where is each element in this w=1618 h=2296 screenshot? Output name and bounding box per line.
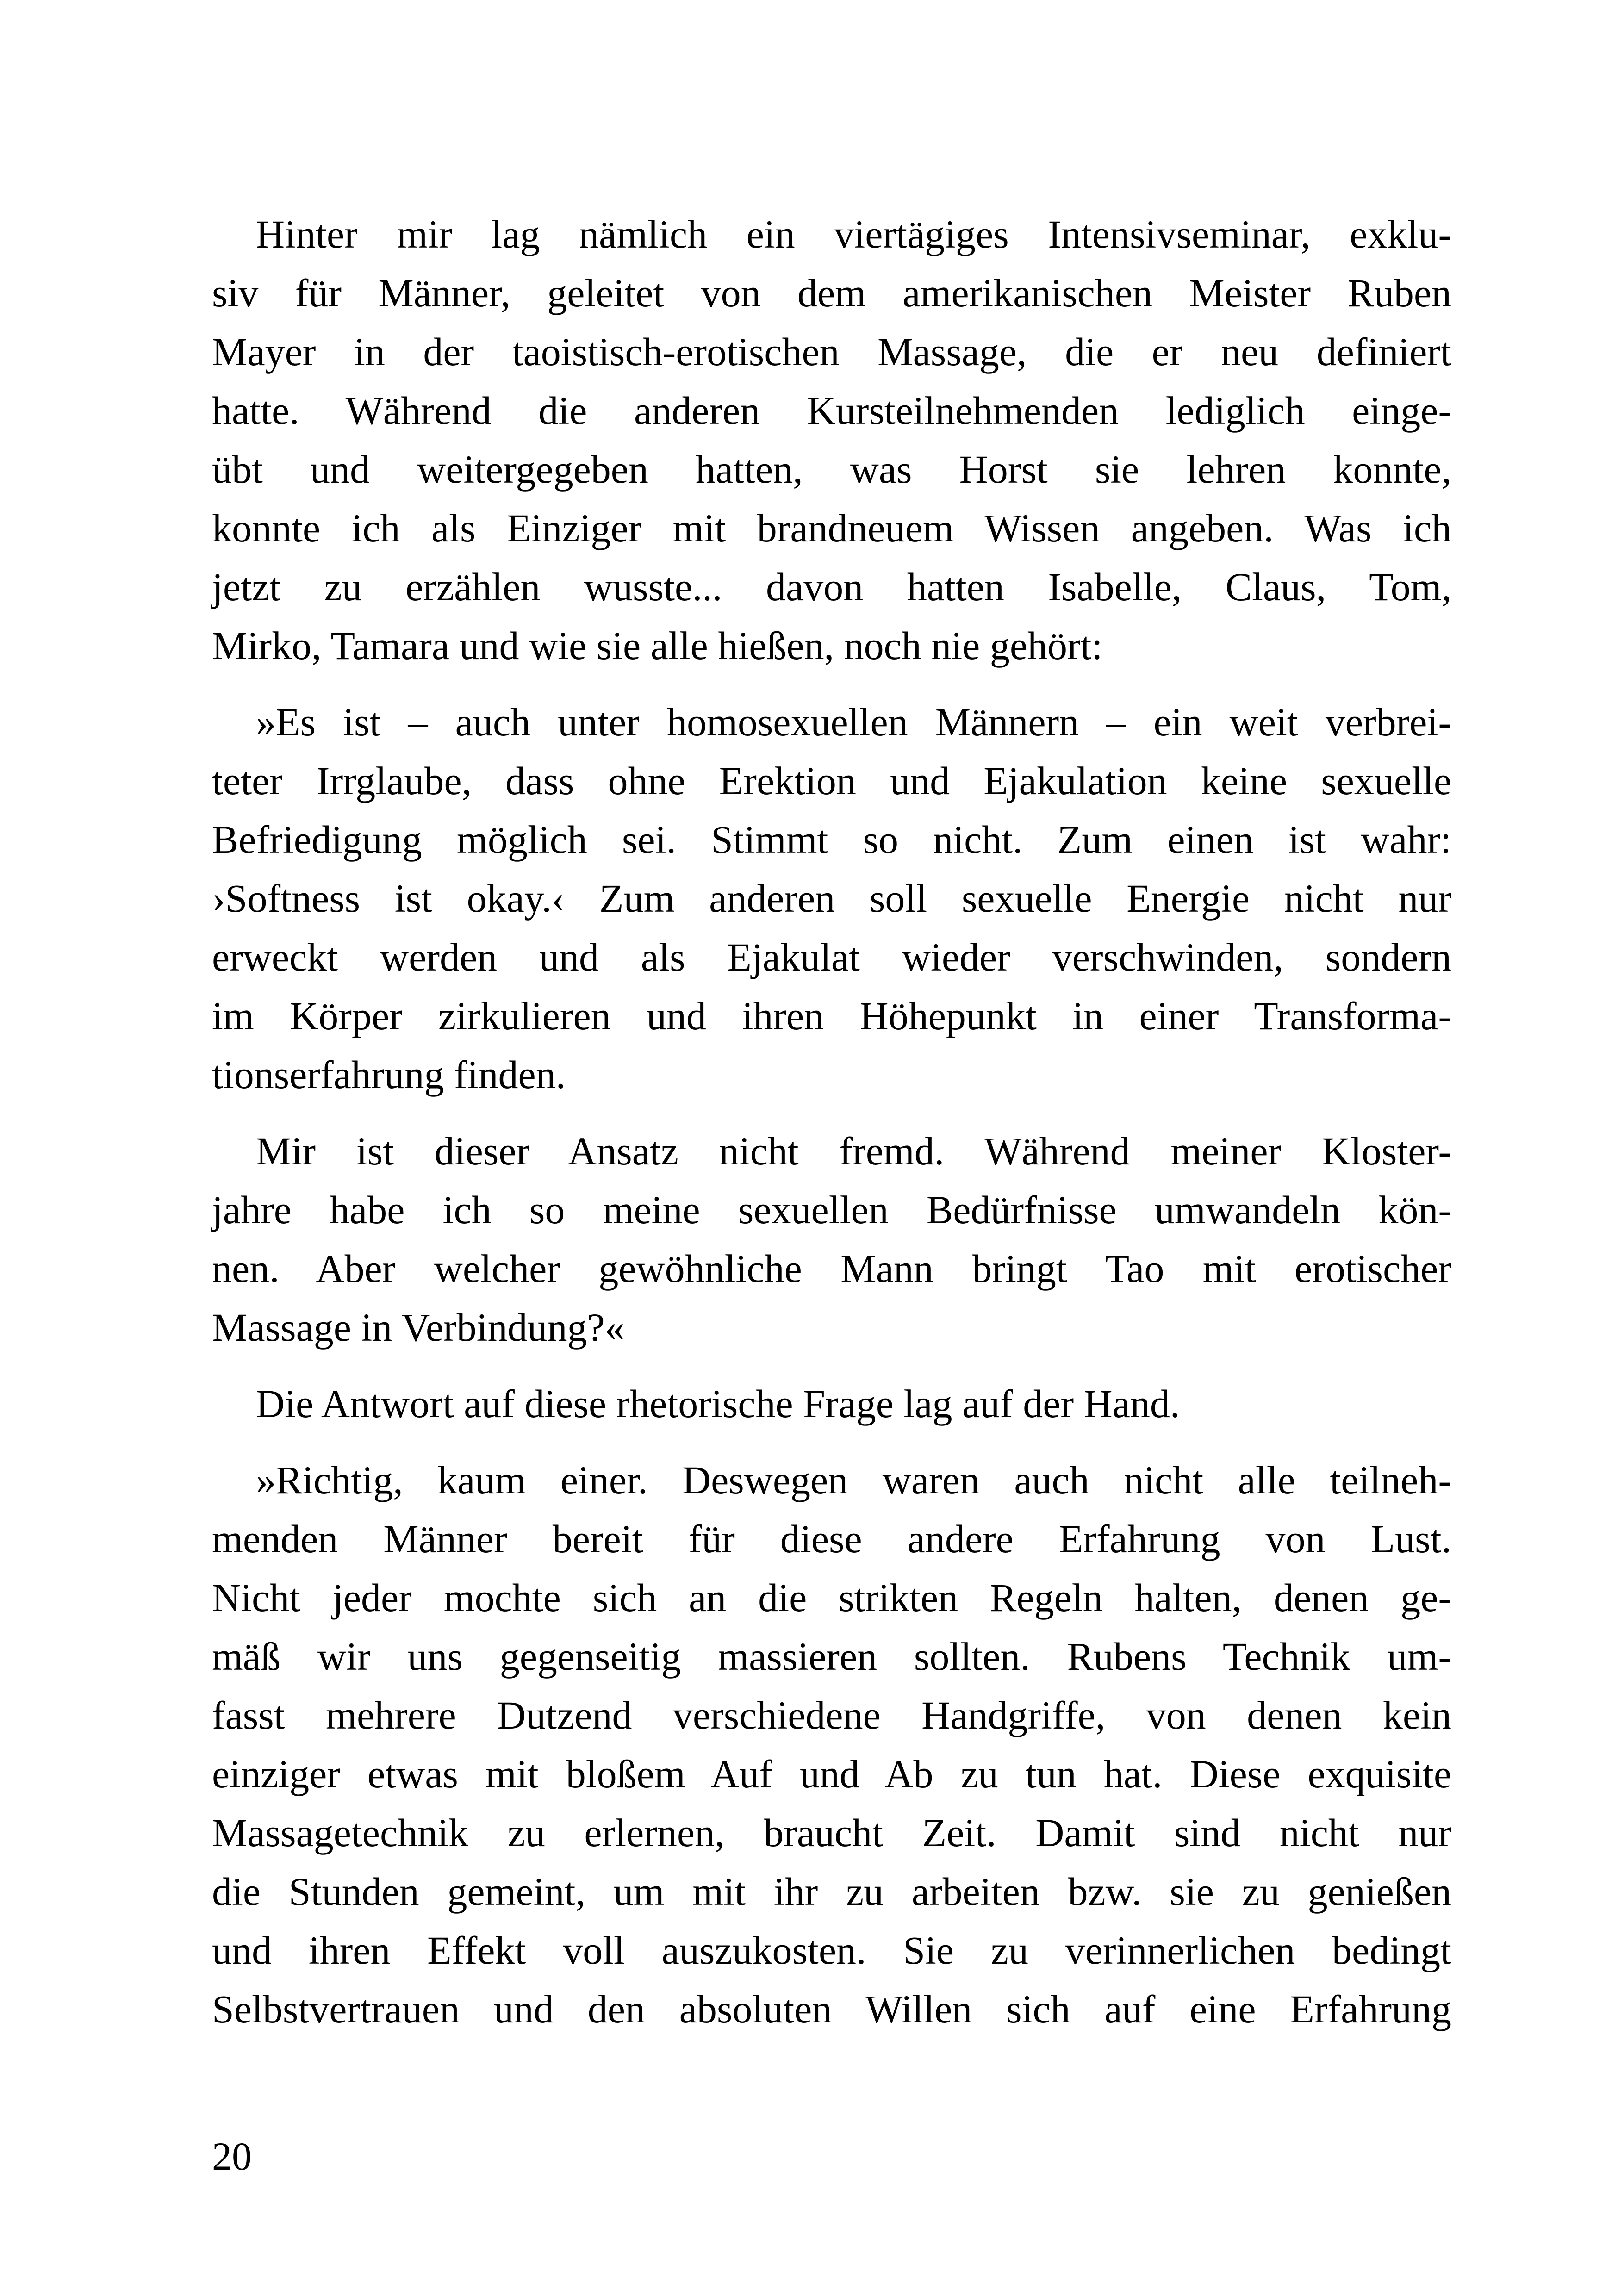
text-line: siv für Männer, geleitet von dem amerikanischen Meister Ruben <box>212 271 1451 315</box>
text-line: hatte. Während die anderen Kursteilnehmenden lediglich einge- <box>212 388 1451 433</box>
text-line: im Körper zirkulieren und ihren Höhepunkt in einer Transforma- <box>212 994 1451 1038</box>
text-line: ›Softness ist okay.‹ Zum anderen soll sexuelle Energie nicht nur <box>212 876 1451 921</box>
text-line: fasst mehrere Dutzend verschiedene Handgriffe, von denen kein <box>212 1693 1451 1737</box>
text-block <box>212 205 1451 2039</box>
paragraph <box>212 1451 1451 2039</box>
text-line: nen. Aber welcher gewöhnliche Mann bringt Tao mit erotischer <box>212 1246 1451 1291</box>
text-line: Mayer in der taoistisch-erotischen Massage, die er neu definiert <box>212 330 1451 374</box>
text-line: übt und weitergegeben hatten, was Horst sie lehren konnte, <box>212 447 1451 492</box>
text-line: Mir ist dieser Ansatz nicht fremd. Während meiner Kloster- <box>256 1129 1451 1173</box>
text-line: »Richtig, kaum einer. Deswegen waren auch nicht alle teilneh- <box>256 1458 1451 1502</box>
page-number: 20 <box>212 2134 252 2178</box>
text-line: Nicht jeder mochte sich an die strikten Regeln halten, denen ge- <box>212 1575 1451 1620</box>
paragraph <box>212 693 1451 1104</box>
text-line: tionserfahrung finden. <box>212 1052 566 1097</box>
text-line: Hinter mir lag nämlich ein viertägiges Intensivseminar, exklu- <box>256 212 1451 256</box>
text-line: erweckt werden und als Ejakulat wieder verschwinden, sondern <box>212 935 1451 979</box>
text-line: Die Antwort auf diese rhetorische Frage lag auf der Hand. <box>256 1381 1180 1426</box>
paragraph <box>212 1122 1451 1357</box>
text-line: Befriedigung möglich sei. Stimmt so nicht. Zum einen ist wahr: <box>212 817 1451 862</box>
text-line: Mirko, Tamara und wie sie alle hießen, noch nie gehört: <box>212 623 1103 668</box>
text-line: und ihren Effekt voll auszukosten. Sie zu verinnerlichen bedingt <box>212 1928 1451 1972</box>
text-line: jahre habe ich so meine sexuellen Bedürfnisse umwandeln kön- <box>212 1188 1451 1232</box>
text-line: teter Irrglaube, dass ohne Erektion und Ejakulation keine sexuelle <box>212 759 1451 803</box>
text-line: jetzt zu erzählen wusste... davon hatten Isabelle, Claus, Tom, <box>212 565 1451 609</box>
text-line: »Es ist – auch unter homosexuellen Männern – ein weit verbrei- <box>256 700 1451 744</box>
text-line: mäß wir uns gegenseitig massieren sollten. Rubens Technik um- <box>212 1634 1451 1679</box>
paragraph <box>212 205 1451 675</box>
text-line: menden Männer bereit für diese andere Erfahrung von Lust. <box>212 1517 1451 1561</box>
text-line: Massagetechnik zu erlernen, braucht Zeit. Damit sind nicht nur <box>212 1811 1451 1855</box>
text-line: Selbstvertrauen und den absoluten Willen sich auf eine Erfahrung <box>212 1987 1451 2031</box>
text-line: konnte ich als Einziger mit brandneuem Wissen angeben. Was ich <box>212 506 1451 550</box>
text-line: einziger etwas mit bloßem Auf und Ab zu tun hat. Diese exquisite <box>212 1752 1451 1796</box>
paragraph <box>212 1375 1451 1433</box>
text-line: Massage in Verbindung?« <box>212 1305 625 1350</box>
text-line: die Stunden gemeint, um mit ihr zu arbeiten bzw. sie zu genießen <box>212 1869 1451 1914</box>
